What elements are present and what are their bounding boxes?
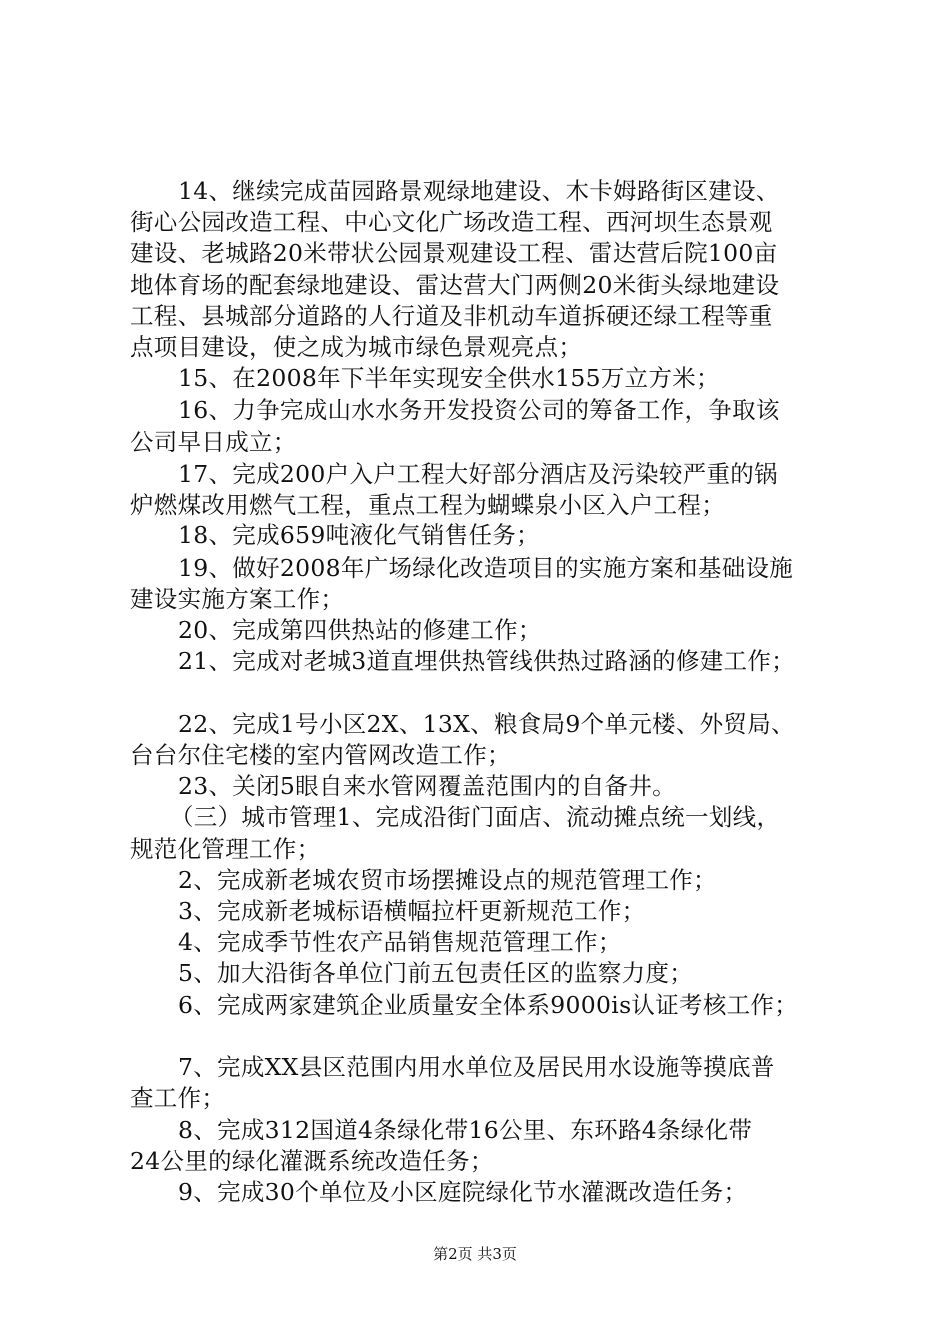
text-line: 22、完成1号小区2X、13X、粮食局9个单元楼、外贸局、 <box>178 710 795 738</box>
page-footer: 第2页 共3页 <box>433 1245 517 1263</box>
text-line: 15、在2008年下半年实现安全供水155万立方米； <box>178 364 720 392</box>
text-line: 20、完成第四供热站的修建工作； <box>178 616 542 644</box>
text-line: 建设、老城路20米带状公园景观建设工程、雷达营后院100亩 <box>130 239 778 267</box>
text-line: 台台尔住宅楼的室内管网改造工作； <box>130 741 511 769</box>
text-line: 查工作； <box>130 1084 226 1112</box>
text-line: 8、完成312国道4条绿化带16公里、东环路4条绿化带 <box>178 1116 753 1144</box>
text-line: （三）城市管理1、完成沿街门面店、流动摊点统一划线， <box>170 803 781 831</box>
text-line: 9、完成30个单位及小区庭院绿化节水灌溉改造任务； <box>178 1178 748 1206</box>
text-line: 6、完成两家建筑企业质量安全体系9000is认证考核工作； <box>178 991 799 1019</box>
text-line: 14、继续完成苗园路景观绿地建设、木卡姆路街区建设、 <box>178 177 780 205</box>
text-line: 建设实施方案工作； <box>130 585 345 613</box>
text-line: 17、完成200户入户工程大好部分酒店及污染较严重的锅 <box>178 460 778 488</box>
text-line: 街心公园改造工程、中心文化广场改造工程、西河坝生态景观 <box>130 208 773 236</box>
text-line: 点项目建设，使之成为城市绿色景观亮点； <box>130 333 583 361</box>
text-line: 炉燃煤改用燃气工程，重点工程为蝴蝶泉小区入户工程； <box>130 491 725 519</box>
text-line: 工程、县城部分道路的人行道及非机动车道拆硬还绿工程等重 <box>130 302 773 330</box>
text-line: 规范化管理工作； <box>130 835 321 863</box>
text-line: 21、完成对老城3道直埋供热管线供热过路涵的修建工作； <box>178 647 795 675</box>
text-line: 18、完成659吨液化气销售任务； <box>178 521 540 549</box>
text-line: 2、完成新老城农贸市场摆摊设点的规范管理工作； <box>178 866 717 894</box>
text-line: 公司早日成立； <box>130 428 297 456</box>
text-line: 16、力争完成山水水务开发投资公司的筹备工作，争取该 <box>178 396 780 424</box>
text-line: 19、做好2008年广场绿化改造项目的实施方案和基础设施 <box>178 554 794 582</box>
text-line: 24公里的绿化灌溉系统改造任务； <box>130 1147 494 1175</box>
text-line: 3、完成新老城标语横幅拉杆更新规范工作； <box>178 897 646 925</box>
text-line: 4、完成季节性农产品销售规范管理工作； <box>178 928 622 956</box>
text-line: 7、完成XX县区范围内用水单位及居民用水设施等摸底普 <box>178 1053 775 1081</box>
text-line: 地体育场的配套绿地建设、雷达营大门两侧20米街头绿地建设 <box>130 271 780 299</box>
text-line: 23、关闭5眼自来水管网覆盖范围内的自备井。 <box>178 772 676 800</box>
text-line: 5、加大沿街各单位门前五包责任区的监察力度； <box>178 959 694 987</box>
